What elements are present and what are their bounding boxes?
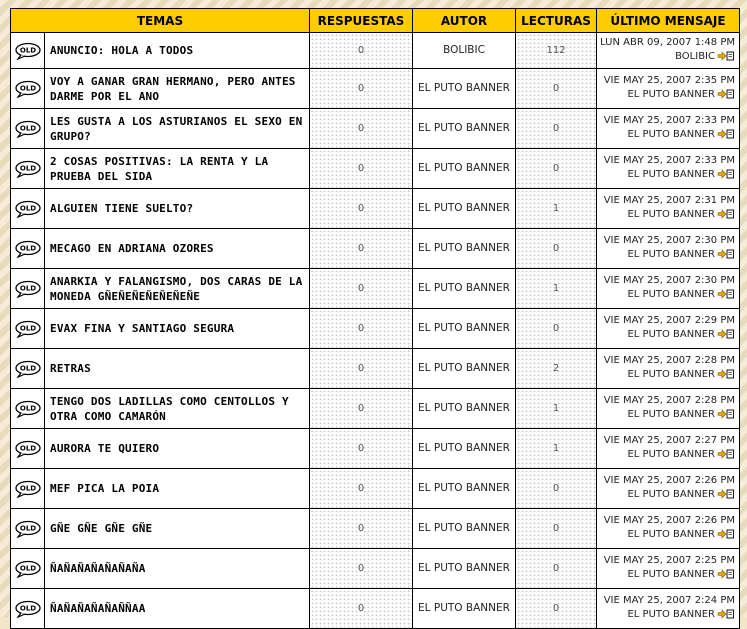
topic-title-link[interactable]: RETRAS [50,362,91,375]
topic-author-link[interactable]: EL PUTO BANNER [418,402,510,414]
replies-count: 0 [310,349,413,389]
topic-author-cell [413,389,516,429]
goto-last-post-icon[interactable] [717,51,735,66]
topic-status-cell [11,469,45,509]
goto-last-post-icon[interactable] [717,89,735,104]
svg-text:OLD: OLD [19,484,36,492]
topic-title-cell [45,389,310,429]
header-topics: TEMAS [11,9,310,33]
replies-count: 0 [310,429,413,469]
topic-title-link[interactable]: ALGUIEN TIENE SUELTO? [50,202,194,215]
old-topic-icon [11,600,44,618]
old-topic-icon [11,42,44,60]
replies-count: 0 [310,509,413,549]
svg-text:OLD: OLD [19,164,36,172]
topic-status-cell [11,389,45,429]
svg-text:OLD: OLD [19,604,36,612]
goto-last-post-icon[interactable] [717,329,735,344]
table-row [11,149,740,189]
table-row [11,469,740,509]
last-post-date: LUN ABR 09, 2007 1:48 PM [600,36,735,48]
views-count: 1 [516,389,597,429]
topic-title-link[interactable]: 2 COSAS POSITIVAS: LA RENTA Y LA PRUEBA DEL SIDA [50,154,269,183]
table-row [11,549,740,589]
replies-count: 0 [310,189,413,229]
topic-author-cell [413,549,516,589]
topic-title-link[interactable]: ÑAÑAÑAÑAÑAÑAÑA [50,562,146,575]
topic-status-cell [11,69,45,109]
last-post-date: VIE MAY 25, 2007 2:31 PM [603,194,735,206]
last-post-cell [597,149,740,189]
svg-text:OLD: OLD [19,324,36,332]
topic-author-cell [413,509,516,549]
replies-count: 0 [310,69,413,109]
topic-author-cell [413,309,516,349]
topic-title-link[interactable]: ÑAÑAÑAÑAÑAÑÑAA [50,602,146,615]
old-topic-icon [11,80,44,98]
topic-status-cell [11,429,45,469]
last-post-author-link[interactable]: EL PUTO BANNER [627,248,715,260]
goto-last-post-icon[interactable] [717,489,735,504]
topic-status-cell [11,189,45,229]
old-topic-icon [11,520,44,538]
topic-title-link[interactable]: MECAGO EN ADRIANA OZORES [50,242,214,255]
old-topic-icon [11,160,44,178]
table-row [11,589,740,629]
topic-status-cell [11,269,45,309]
goto-last-post-icon[interactable] [717,569,735,584]
topic-title-link[interactable]: AURORA TE QUIERO [50,442,160,455]
table-row [11,69,740,109]
topic-author-cell [413,189,516,229]
last-post-author-link[interactable]: EL PUTO BANNER [627,288,715,300]
table-row [11,349,740,389]
topic-author-cell [413,149,516,189]
topic-author-link[interactable]: EL PUTO BANNER [418,482,510,494]
topic-status-cell [11,309,45,349]
last-post-author-link[interactable]: EL PUTO BANNER [627,128,715,140]
last-post-author-link[interactable]: EL PUTO BANNER [627,528,715,540]
svg-text:OLD: OLD [19,364,36,372]
last-post-date: VIE MAY 25, 2007 2:25 PM [603,554,735,566]
replies-count: 0 [310,229,413,269]
svg-text:OLD: OLD [19,84,36,92]
table-row [11,33,740,69]
views-count: 0 [516,149,597,189]
last-post-author-link[interactable]: EL PUTO BANNER [627,328,715,340]
views-count: 1 [516,269,597,309]
old-topic-icon [11,440,44,458]
topic-author-link[interactable]: EL PUTO BANNER [418,322,510,334]
svg-text:OLD: OLD [19,444,36,452]
views-count: 0 [516,229,597,269]
topic-title-link[interactable]: ANARKIA Y FALANGISMO, DOS CARAS DE LA MONEDA GÑEÑEÑEÑEÑEÑEÑE [50,274,303,303]
last-post-date: VIE MAY 25, 2007 2:30 PM [603,274,735,286]
goto-last-post-icon[interactable] [717,449,735,464]
views-count: 0 [516,589,597,629]
last-post-date: VIE MAY 25, 2007 2:26 PM [603,514,735,526]
last-post-date: VIE MAY 25, 2007 2:29 PM [603,314,735,326]
svg-text:OLD: OLD [19,564,36,572]
replies-count: 0 [310,109,413,149]
topic-author-link[interactable]: EL PUTO BANNER [418,242,510,254]
topic-status-cell [11,229,45,269]
topic-title-link[interactable]: GÑE GÑE GÑE GÑE [50,522,153,535]
topic-title-cell [45,149,310,189]
topic-status-cell [11,509,45,549]
topic-title-link[interactable]: LES GUSTA A LOS ASTURIANOS EL SEXO EN GRUPO? [50,114,303,143]
last-post-date: VIE MAY 25, 2007 2:27 PM [603,434,735,446]
topic-title-cell [45,33,310,69]
svg-text:OLD: OLD [19,524,36,532]
goto-last-post-icon[interactable] [717,289,735,304]
topic-author-cell [413,229,516,269]
goto-last-post-icon[interactable] [717,409,735,424]
topic-author-cell [413,109,516,149]
topic-author-link[interactable]: EL PUTO BANNER [418,82,510,94]
last-post-cell [597,389,740,429]
topic-author-link[interactable]: EL PUTO BANNER [418,162,510,174]
table-row [11,309,740,349]
last-post-date: VIE MAY 25, 2007 2:33 PM [603,154,735,166]
topic-author-link[interactable]: EL PUTO BANNER [418,442,510,454]
replies-count: 0 [310,549,413,589]
topic-status-cell [11,109,45,149]
topic-author-link[interactable]: EL PUTO BANNER [418,602,510,614]
svg-text:OLD: OLD [19,404,36,412]
topic-title-cell [45,429,310,469]
views-count: 112 [516,33,597,69]
old-topic-icon [11,200,44,218]
table-row [11,429,740,469]
table-row [11,189,740,229]
last-post-cell [597,309,740,349]
topic-title-cell [45,69,310,109]
table-header-row [11,9,740,33]
topic-title-cell [45,549,310,589]
table-row [11,109,740,149]
old-topic-icon [11,280,44,298]
topic-author-link[interactable]: EL PUTO BANNER [418,562,510,574]
last-post-date: VIE MAY 25, 2007 2:30 PM [603,234,735,246]
header-views: LECTURAS [516,9,597,33]
svg-text:OLD: OLD [19,244,36,252]
old-topic-icon [11,240,44,258]
old-topic-icon [11,560,44,578]
goto-last-post-icon[interactable] [717,609,735,624]
last-post-date: VIE MAY 25, 2007 2:24 PM [603,594,735,606]
topic-status-cell [11,549,45,589]
last-post-author-link[interactable]: BOLIBIC [675,50,715,62]
last-post-author-link[interactable]: EL PUTO BANNER [627,448,715,460]
topic-author-cell [413,429,516,469]
topic-title-cell [45,189,310,229]
views-count: 0 [516,69,597,109]
topic-title-cell [45,469,310,509]
replies-count: 0 [310,469,413,509]
topic-status-cell [11,149,45,189]
topic-author-cell [413,269,516,309]
last-post-cell [597,189,740,229]
last-post-cell [597,349,740,389]
last-post-author-link[interactable]: EL PUTO BANNER [627,88,715,100]
last-post-cell [597,109,740,149]
topic-author-link[interactable]: EL PUTO BANNER [418,362,510,374]
last-post-cell [597,33,740,69]
topic-title-link[interactable]: VOY A GANAR GRAN HERMANO, PERO ANTES DARME POR EL ANO [50,74,296,103]
topic-author-link[interactable]: BOLIBIC [443,44,485,56]
topic-author-link[interactable]: EL PUTO BANNER [418,122,510,134]
replies-count: 0 [310,389,413,429]
topic-author-cell [413,349,516,389]
replies-count: 0 [310,269,413,309]
views-count: 1 [516,189,597,229]
topic-author-cell [413,469,516,509]
last-post-author-link[interactable]: EL PUTO BANNER [627,568,715,580]
topic-title-link[interactable]: MEF PICA LA POIA [50,482,160,495]
topic-title-link[interactable]: ANUNCIO: HOLA A TODOS [50,44,194,57]
goto-last-post-icon[interactable] [717,529,735,544]
header-replies: RESPUESTAS [310,9,413,33]
last-post-author-link[interactable]: EL PUTO BANNER [627,368,715,380]
last-post-cell [597,429,740,469]
last-post-cell [597,469,740,509]
topic-title-cell [45,509,310,549]
last-post-author-link[interactable]: EL PUTO BANNER [627,488,715,500]
last-post-author-link[interactable]: EL PUTO BANNER [627,408,715,420]
old-topic-icon [11,360,44,378]
topic-title-cell [45,109,310,149]
goto-last-post-icon[interactable] [717,129,735,144]
last-post-date: VIE MAY 25, 2007 2:35 PM [603,74,735,86]
last-post-date: VIE MAY 25, 2007 2:28 PM [603,354,735,366]
topic-status-cell [11,33,45,69]
goto-last-post-icon[interactable] [717,169,735,184]
old-topic-icon [11,480,44,498]
replies-count: 0 [310,309,413,349]
views-count: 1 [516,429,597,469]
last-post-cell [597,269,740,309]
topic-author-link[interactable]: EL PUTO BANNER [418,522,510,534]
views-count: 0 [516,469,597,509]
topic-title-cell [45,309,310,349]
topic-title-cell [45,269,310,309]
table-row [11,389,740,429]
replies-count: 0 [310,149,413,189]
last-post-cell [597,229,740,269]
topic-title-cell [45,229,310,269]
views-count: 2 [516,349,597,389]
last-post-author-link[interactable]: EL PUTO BANNER [627,208,715,220]
views-count: 0 [516,509,597,549]
svg-text:OLD: OLD [19,124,36,132]
last-post-date: VIE MAY 25, 2007 2:33 PM [603,114,735,126]
topic-status-cell [11,349,45,389]
views-count: 0 [516,549,597,589]
replies-count: 0 [310,33,413,69]
old-topic-icon [11,120,44,138]
last-post-date: VIE MAY 25, 2007 2:26 PM [603,474,735,486]
last-post-date: VIE MAY 25, 2007 2:28 PM [603,394,735,406]
topic-title-cell [45,349,310,389]
last-post-author-link[interactable]: EL PUTO BANNER [627,608,715,620]
table-row [11,509,740,549]
header-last-post: ÚLTIMO MENSAJE [597,9,740,33]
last-post-cell [597,509,740,549]
header-author: AUTOR [413,9,516,33]
old-topic-icon [11,400,44,418]
table-row [11,269,740,309]
last-post-cell [597,589,740,629]
topics-table [10,8,740,629]
views-count: 0 [516,109,597,149]
svg-text:OLD: OLD [19,46,36,54]
svg-text:OLD: OLD [19,284,36,292]
topic-title-link[interactable]: EVAX FINA Y SANTIAGO SEGURA [50,322,235,335]
table-row [11,229,740,269]
topic-author-link[interactable]: EL PUTO BANNER [418,282,510,294]
topic-author-link[interactable]: EL PUTO BANNER [418,202,510,214]
goto-last-post-icon[interactable] [717,209,735,224]
old-topic-icon [11,320,44,338]
topic-title-cell [45,589,310,629]
goto-last-post-icon[interactable] [717,249,735,264]
views-count: 0 [516,309,597,349]
topic-author-cell [413,33,516,69]
replies-count: 0 [310,589,413,629]
topic-status-cell [11,589,45,629]
svg-text:OLD: OLD [19,204,36,212]
last-post-author-link[interactable]: EL PUTO BANNER [627,168,715,180]
topic-title-link[interactable]: TENGO DOS LADILLAS COMO CENTOLLOS Y OTRA COMO CAMARÓN [50,394,289,423]
last-post-cell [597,549,740,589]
topic-author-cell [413,69,516,109]
goto-last-post-icon[interactable] [717,369,735,384]
last-post-cell [597,69,740,109]
topic-author-cell [413,589,516,629]
